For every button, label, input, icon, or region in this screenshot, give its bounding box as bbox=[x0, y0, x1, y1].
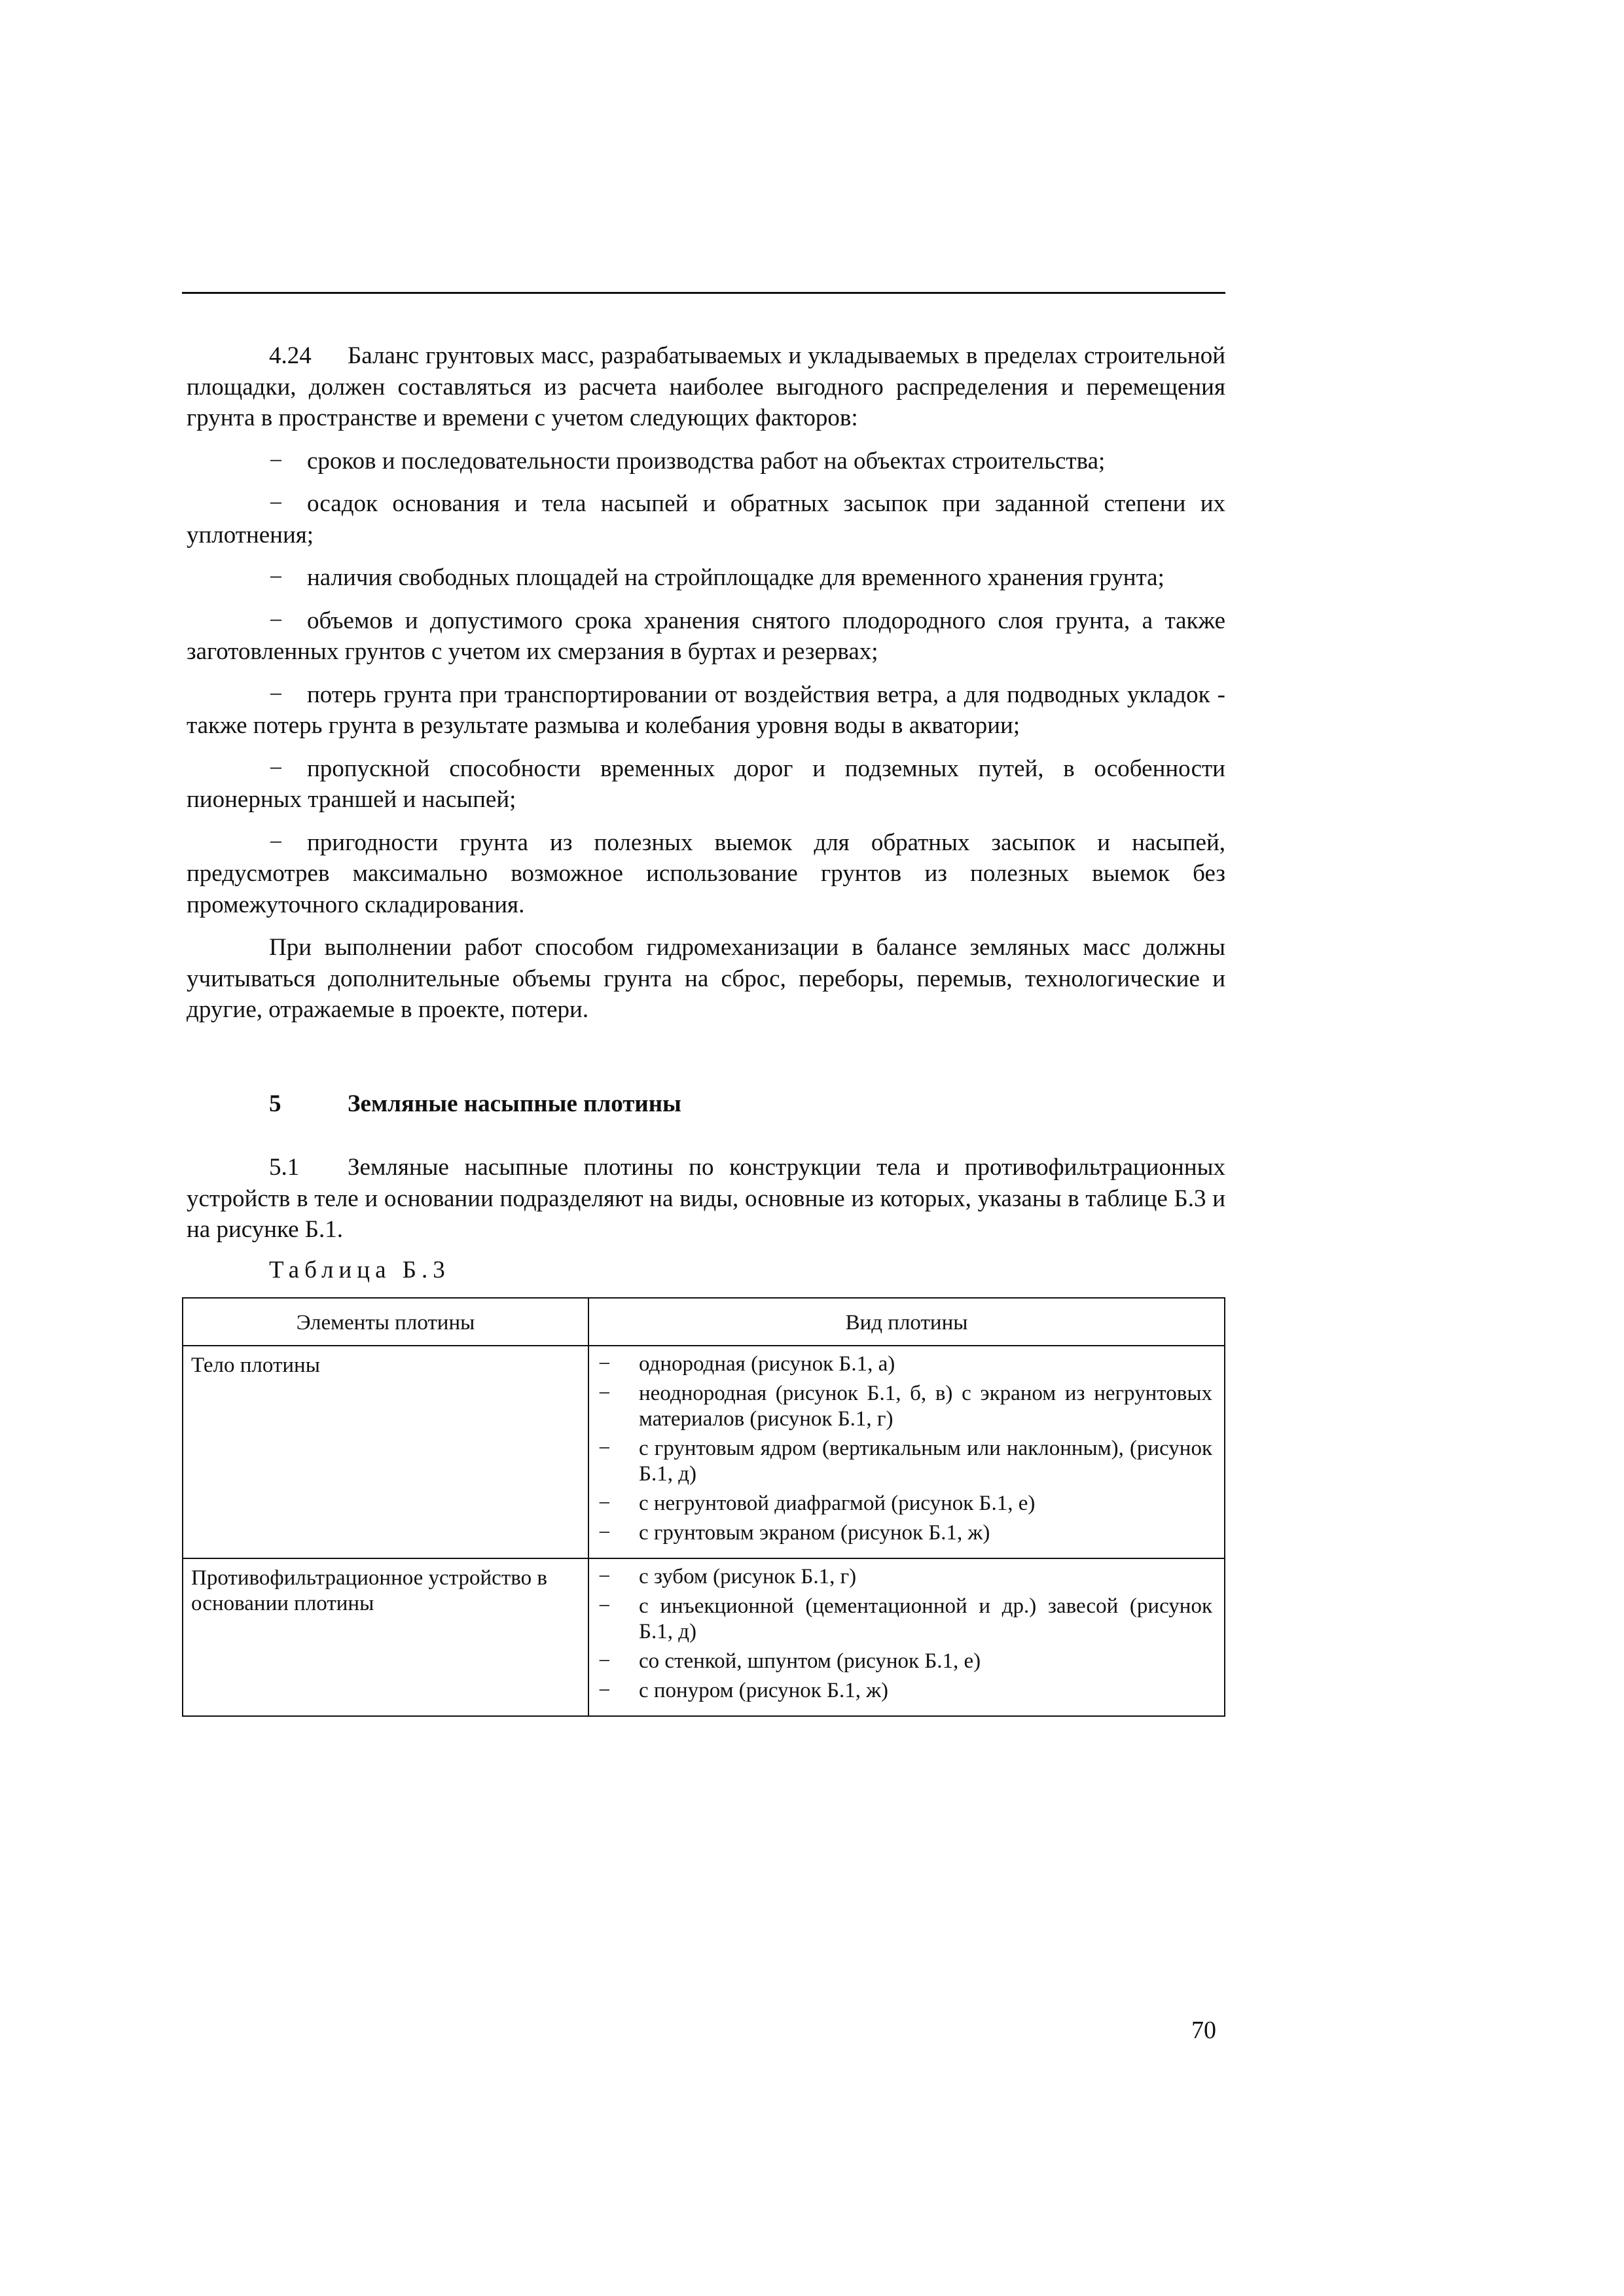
type-text: с зубом (рисунок Б.1, г) bbox=[639, 1565, 857, 1588]
list-item bbox=[598, 1594, 1212, 1645]
dam-element-cell: Противофильтрационное устройство в основании плотины bbox=[183, 1558, 588, 1716]
table-caption: Таблица Б.3 bbox=[269, 1256, 450, 1283]
factor-text: наличия свободных площадей на стройплощадке для временного хранения грунта; bbox=[307, 564, 1164, 591]
dash-marker: − bbox=[269, 829, 283, 856]
dash-marker: − bbox=[269, 681, 283, 708]
table-header-row bbox=[183, 1298, 1225, 1346]
closing-paragraph: При выполнении работ способом гидромеханизации в балансе земляных масс должны учитываться дополнительные объемы грунта на сброс, переборы, перемыв, технологические и другие, отражаемые в проекте, потери. bbox=[187, 934, 1225, 1023]
list-item bbox=[598, 1381, 1212, 1432]
type-text: однородная (рисунок Б.1, а) bbox=[639, 1352, 895, 1376]
list-item bbox=[598, 1491, 1212, 1516]
section-title: Земляные насыпные плотины bbox=[348, 1090, 681, 1117]
dash-marker: − bbox=[269, 755, 283, 782]
header-rule bbox=[182, 292, 1225, 294]
section-number: 5 bbox=[269, 1090, 281, 1117]
clause-number: 4.24 bbox=[269, 342, 312, 369]
page-number: 70 bbox=[1191, 2017, 1216, 2044]
page-content bbox=[187, 340, 1225, 1717]
dash-marker: − bbox=[598, 1352, 611, 1376]
dash-marker: − bbox=[598, 1649, 611, 1673]
factor-text: осадок основания и тела насыпей и обратных засыпок при заданной степени их уплотнения; bbox=[187, 490, 1225, 548]
list-item bbox=[598, 1649, 1212, 1674]
paragraph-5-1 bbox=[187, 1152, 1225, 1246]
type-text: с грунтовым экраном (рисунок Б.1, ж) bbox=[639, 1521, 990, 1545]
dam-types-table bbox=[182, 1297, 1225, 1717]
factor-text: сроков и последовательности производства работ на объектах строительства; bbox=[307, 447, 1106, 475]
factor-text: объемов и допустимого срока хранения снятого плодородного слоя грунта, а также заготовленных грунтов с учетом их смерзания в буртах и резервах; bbox=[187, 607, 1225, 665]
column-header: Элементы плотины bbox=[183, 1298, 588, 1346]
section-heading bbox=[187, 1088, 1225, 1120]
factor-item bbox=[187, 827, 1225, 921]
list-item bbox=[598, 1678, 1212, 1704]
dash-marker: − bbox=[269, 607, 283, 634]
factor-text: пригодности грунта из полезных выемок для обратных засыпок и насыпей, предусмотрев максимально возможное использование грунтов из полезных выемок без промежуточного складирования. bbox=[187, 829, 1225, 918]
dash-marker: − bbox=[598, 1492, 611, 1515]
dash-marker: − bbox=[598, 1437, 611, 1460]
clause-text: Земляные насыпные плотины по конструкции тела и противофильтрационных устройств в теле и основании подразделяют на виды, основные из которых, указаны в таблице Б.3 и на рисунке Б.1. bbox=[187, 1154, 1225, 1243]
dash-marker: − bbox=[598, 1565, 611, 1588]
factor-item bbox=[187, 605, 1225, 668]
factor-item bbox=[187, 679, 1225, 742]
dash-marker: − bbox=[598, 1521, 611, 1545]
list-item bbox=[598, 1520, 1212, 1546]
clause-text: Баланс грунтовых масс, разрабатываемых и укладываемых в пределах строительной площадки, должен составляться из расчета наиболее выгодного распределения и перемещения грунта в пространстве и времени с учетом следующих факторов: bbox=[187, 342, 1225, 431]
type-text: неоднородная (рисунок Б.1, б, в) с экраном из негрунтовых материалов (рисунок Б.1, г) bbox=[639, 1382, 1212, 1431]
factor-item bbox=[187, 562, 1225, 594]
dam-element-cell: Тело плотины bbox=[183, 1346, 588, 1558]
dash-marker: − bbox=[598, 1594, 611, 1618]
dash-marker: − bbox=[598, 1382, 611, 1405]
type-text: с понуром (рисунок Б.1, ж) bbox=[639, 1679, 889, 1702]
type-text: с инъекционной (цементационной и др.) завесой (рисунок Б.1, д) bbox=[639, 1594, 1212, 1643]
factor-item bbox=[187, 446, 1225, 477]
dash-marker: − bbox=[269, 490, 283, 517]
type-text: с негрунтовой диафрагмой (рисунок Б.1, е) bbox=[639, 1492, 1036, 1515]
dash-marker: − bbox=[269, 447, 283, 475]
table-row bbox=[183, 1346, 1225, 1558]
dam-types-cell bbox=[588, 1346, 1225, 1558]
type-text: с грунтовым ядром (вертикальным или наклонным), (рисунок Б.1, д) bbox=[639, 1437, 1212, 1486]
dam-types-cell bbox=[588, 1558, 1225, 1716]
list-item bbox=[598, 1564, 1212, 1590]
column-header: Вид плотины bbox=[588, 1298, 1225, 1346]
factor-item bbox=[187, 753, 1225, 816]
list-item bbox=[598, 1352, 1212, 1377]
paragraph-4-24 bbox=[187, 340, 1225, 434]
list-item bbox=[598, 1436, 1212, 1487]
type-text: со стенкой, шпунтом (рисунок Б.1, е) bbox=[639, 1649, 981, 1673]
factor-text: пропускной способности временных дорог и подземных путей, в особенности пионерных траншей и насыпей; bbox=[187, 755, 1225, 813]
clause-number: 5.1 bbox=[269, 1154, 300, 1181]
table-row bbox=[183, 1558, 1225, 1716]
factor-item bbox=[187, 488, 1225, 550]
dash-marker: − bbox=[598, 1679, 611, 1702]
factor-text: потерь грунта при транспортировании от воздействия ветра, а для подводных укладок - также потерь грунта в результате размыва и колебания уровня воды в акватории; bbox=[187, 681, 1225, 739]
dash-marker: − bbox=[269, 564, 283, 591]
